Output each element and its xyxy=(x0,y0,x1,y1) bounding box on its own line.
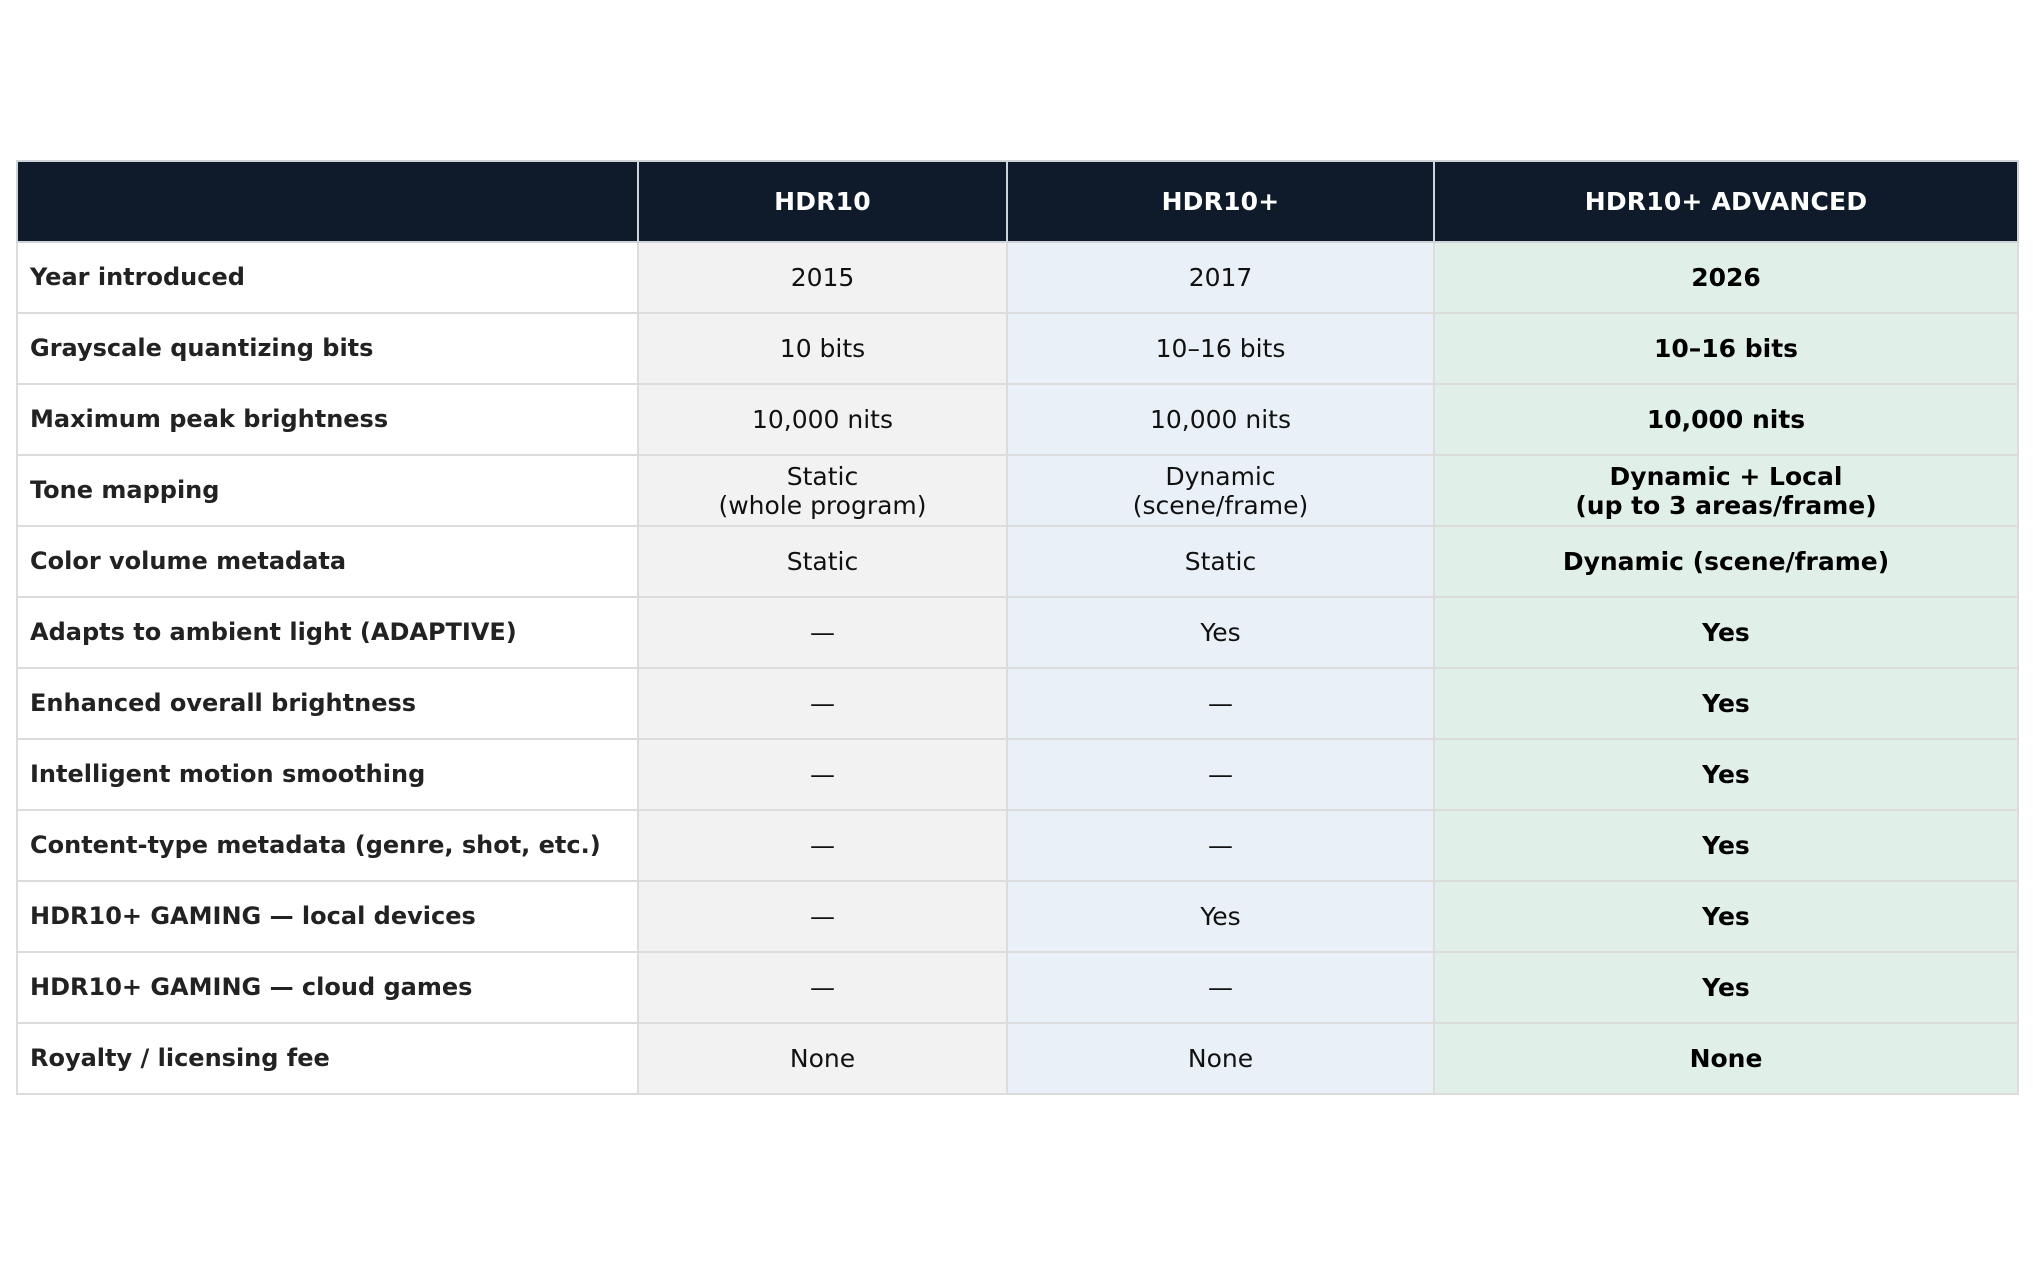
hdr10-value-cell xyxy=(638,597,1007,668)
hdr10plus-advanced-value: None xyxy=(1689,1044,1763,1073)
hdr10plus-advanced-value: Yes xyxy=(1702,902,1750,931)
hdr10-value-cell xyxy=(638,668,1007,739)
feature-label-cell xyxy=(17,810,638,881)
hdr10-value: 2015 xyxy=(790,263,855,292)
table-row xyxy=(17,952,2018,1023)
hdr10plus-advanced-value-cell xyxy=(1434,313,2018,384)
hdr10-value-cell xyxy=(638,526,1007,597)
hdr10plus-advanced-value-cell xyxy=(1434,242,2018,313)
hdr10-value-cell xyxy=(638,952,1007,1023)
hdr10plus-advanced-value-cell xyxy=(1434,384,2018,455)
feature-label: HDR10+ GAMING — local devices xyxy=(30,902,476,930)
hdr10plus-value-cell xyxy=(1007,952,1434,1023)
hdr10-value: — xyxy=(810,902,835,931)
table-row xyxy=(17,384,2018,455)
feature-label: Grayscale quantizing bits xyxy=(30,334,374,362)
hdr10plus-value: Yes xyxy=(1200,902,1241,931)
header-hdr10plus: HDR10+ xyxy=(1007,161,1434,242)
hdr10plus-advanced-value: Yes xyxy=(1702,618,1750,647)
hdr10plus-advanced-value-cell xyxy=(1434,1023,2018,1094)
feature-label-cell xyxy=(17,881,638,952)
feature-label: Intelligent motion smoothing xyxy=(30,760,426,788)
feature-label: Color volume metadata xyxy=(30,547,347,575)
hdr10plus-value: None xyxy=(1187,1044,1254,1073)
feature-label: HDR10+ GAMING — cloud games xyxy=(30,973,473,1001)
hdr10plus-advanced-value: 2026 xyxy=(1691,263,1761,292)
hdr10plus-value-cell xyxy=(1007,597,1434,668)
hdr10plus-value: Dynamic (scene/frame) xyxy=(1132,461,1309,520)
comparison-table-container xyxy=(16,160,2017,1095)
feature-label-cell xyxy=(17,384,638,455)
hdr10plus-advanced-value-cell xyxy=(1434,597,2018,668)
feature-label: Tone mapping xyxy=(30,476,220,504)
hdr10-value-cell xyxy=(638,881,1007,952)
hdr10plus-value: Static xyxy=(1184,547,1257,576)
hdr10plus-value-cell xyxy=(1007,242,1434,313)
hdr10plus-value-cell xyxy=(1007,1023,1434,1094)
table-row xyxy=(17,242,2018,313)
hdr10-value-cell xyxy=(638,455,1007,526)
header-feature xyxy=(17,161,638,242)
feature-label: Content-type metadata (genre, shot, etc.) xyxy=(30,831,601,859)
feature-label: Maximum peak brightness xyxy=(30,405,389,433)
hdr10-value: — xyxy=(810,831,835,860)
hdr10-value-cell xyxy=(638,242,1007,313)
hdr10plus-advanced-value: Yes xyxy=(1702,973,1750,1002)
header-hdr10plus-advanced: HDR10+ ADVANCED xyxy=(1434,161,2018,242)
feature-label-cell xyxy=(17,1023,638,1094)
hdr10plus-value-cell xyxy=(1007,313,1434,384)
hdr10-value: None xyxy=(789,1044,856,1073)
hdr10plus-value: 2017 xyxy=(1188,263,1253,292)
feature-label: Enhanced overall brightness xyxy=(30,689,417,717)
feature-label-cell xyxy=(17,597,638,668)
hdr10plus-advanced-value: 10,000 nits xyxy=(1646,405,1806,434)
header-row xyxy=(17,161,2018,242)
hdr10-value: — xyxy=(810,973,835,1002)
hdr10-value: — xyxy=(810,618,835,647)
feature-label-cell xyxy=(17,526,638,597)
hdr10-value-cell xyxy=(638,313,1007,384)
hdr10plus-value-cell xyxy=(1007,810,1434,881)
hdr10plus-advanced-value: Dynamic (scene/frame) xyxy=(1562,547,1890,576)
table-header xyxy=(17,161,2018,242)
table-row xyxy=(17,455,2018,526)
hdr10-value-cell xyxy=(638,1023,1007,1094)
hdr10plus-value: — xyxy=(1208,760,1233,789)
hdr10-value-cell xyxy=(638,739,1007,810)
hdr10plus-advanced-value-cell xyxy=(1434,455,2018,526)
hdr10-value: 10 bits xyxy=(779,334,866,363)
table-row xyxy=(17,597,2018,668)
hdr10plus-value-cell xyxy=(1007,739,1434,810)
hdr10plus-value: — xyxy=(1208,973,1233,1002)
feature-label: Year introduced xyxy=(30,263,245,291)
hdr10-value-cell xyxy=(638,384,1007,455)
hdr10plus-value-cell xyxy=(1007,384,1434,455)
hdr10plus-advanced-value: Yes xyxy=(1702,689,1750,718)
hdr10plus-advanced-value-cell xyxy=(1434,739,2018,810)
table-body xyxy=(17,242,2018,1094)
feature-label-cell xyxy=(17,668,638,739)
table-row xyxy=(17,1023,2018,1094)
comparison-table xyxy=(16,160,2019,1095)
hdr10-value: 10,000 nits xyxy=(751,405,894,434)
feature-label: Adapts to ambient light (ADAPTIVE) xyxy=(30,618,517,646)
hdr10plus-value-cell xyxy=(1007,526,1434,597)
hdr10plus-advanced-value-cell xyxy=(1434,952,2018,1023)
hdr10plus-value: 10–16 bits xyxy=(1155,334,1286,363)
feature-label-cell xyxy=(17,739,638,810)
table-row xyxy=(17,739,2018,810)
hdr10plus-value-cell xyxy=(1007,881,1434,952)
feature-label: Royalty / licensing fee xyxy=(30,1044,330,1072)
hdr10plus-value: Yes xyxy=(1200,618,1241,647)
hdr10plus-advanced-value: Yes xyxy=(1702,760,1750,789)
hdr10-value: Static (whole program) xyxy=(718,461,927,520)
hdr10plus-advanced-value: Dynamic + Local (up to 3 areas/frame) xyxy=(1575,461,1877,520)
hdr10-value-cell xyxy=(638,810,1007,881)
hdr10plus-advanced-value-cell xyxy=(1434,526,2018,597)
hdr10plus-value: 10,000 nits xyxy=(1149,405,1292,434)
feature-label-cell xyxy=(17,455,638,526)
table-row xyxy=(17,313,2018,384)
hdr10-value: — xyxy=(810,689,835,718)
hdr10plus-advanced-value: Yes xyxy=(1702,831,1750,860)
table-row xyxy=(17,668,2018,739)
hdr10plus-advanced-value-cell xyxy=(1434,881,2018,952)
hdr10plus-advanced-value-cell xyxy=(1434,810,2018,881)
feature-label-cell xyxy=(17,313,638,384)
table-row xyxy=(17,810,2018,881)
hdr10-value: Static xyxy=(786,547,859,576)
hdr10-value: — xyxy=(810,760,835,789)
hdr10plus-advanced-value: 10–16 bits xyxy=(1653,334,1799,363)
table-row xyxy=(17,526,2018,597)
hdr10plus-value: — xyxy=(1208,831,1233,860)
hdr10plus-value-cell xyxy=(1007,455,1434,526)
table-row xyxy=(17,881,2018,952)
hdr10plus-value-cell xyxy=(1007,668,1434,739)
feature-label-cell xyxy=(17,952,638,1023)
hdr10plus-value: — xyxy=(1208,689,1233,718)
hdr10plus-advanced-value-cell xyxy=(1434,668,2018,739)
feature-label-cell xyxy=(17,242,638,313)
header-hdr10: HDR10 xyxy=(638,161,1007,242)
